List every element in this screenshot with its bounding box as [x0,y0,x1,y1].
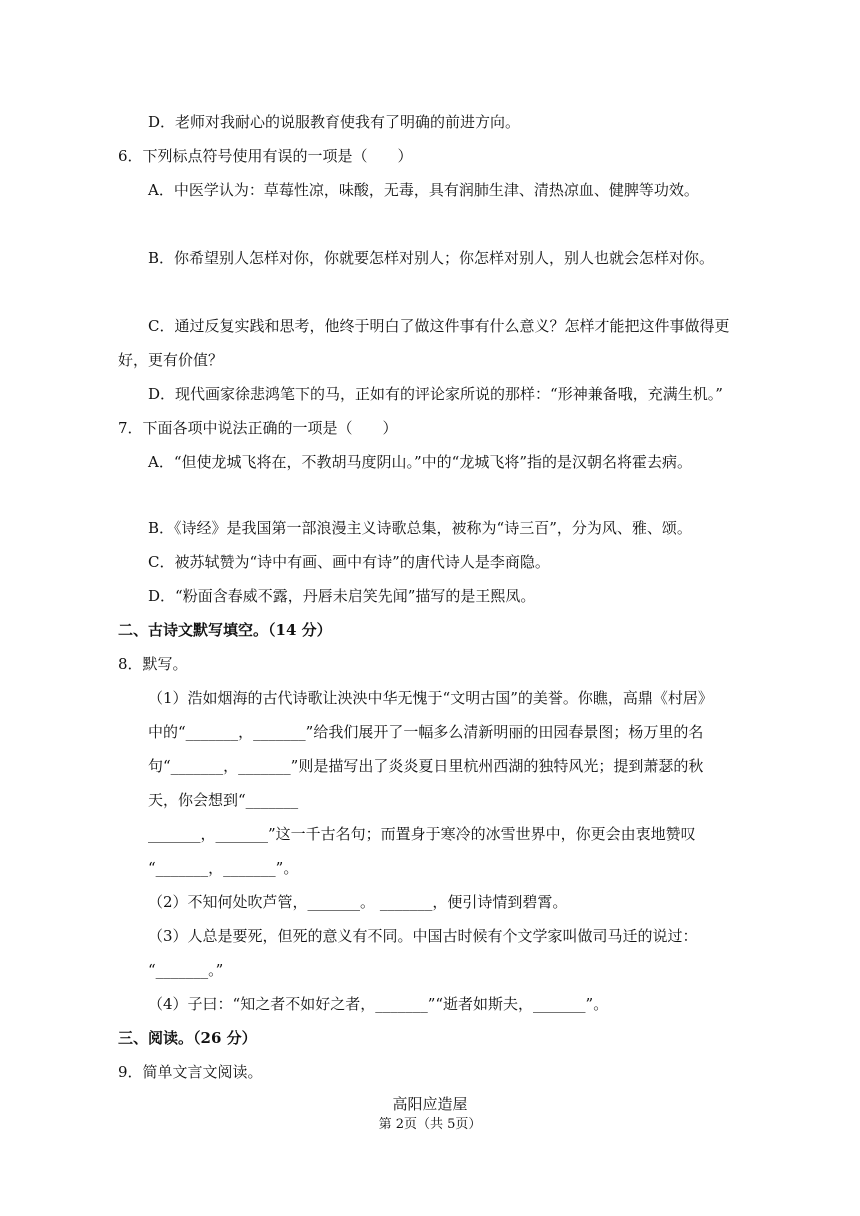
section-3-heading: 三、阅读。（26 分） [118,1029,257,1047]
footer-name: 高阳应造屋 [392,1095,468,1113]
q5-option-d: D．老师对我耐心的说服教育使我有了明确的前进方向。 [148,113,521,131]
q8-part1-line4: 天，你会想到“_______ [148,791,299,809]
q6-option-d: D．现代画家徐悲鸿笔下的马，正如有的评论家所说的那样：“形神兼备哦，充满生机。” [148,385,723,403]
q9-stem: 9．简单文言文阅读。 [118,1063,263,1081]
footer-page-number: 第 2页（共 5页） [378,1117,482,1132]
q8-part1-line2: 中的“_______，_______”给我们展开了一幅多么清新明丽的田园春景图；杨万里的名 [148,723,704,741]
q8-stem: 8．默写。 [118,655,188,673]
q6-option-a: A．中医学认为：草莓性凉，味酸，无毒，具有润肺生津、清热凉血、健脾等功效。 [148,181,699,199]
q8-part4: （4）子曰：“知之者不如好之者，_______”“逝者如斯夫，_______”。 [148,995,609,1013]
q7-option-a: A．“但使龙城飞将在，不教胡马度阴山。”中的“龙城飞将”指的是汉朝名将霍去病。 [148,453,693,471]
q7-option-c: C．被苏轼赞为“诗中有画、画中有诗”的唐代诗人是李商隐。 [148,553,550,571]
section-2-heading: 二、古诗文默写填空。（14 分） [118,621,332,639]
q8-part3-line2: “_______。” [148,961,224,979]
q6-stem: 6．下列标点符号使用有误的一项是（ ） [118,147,413,165]
q7-stem: 7．下面各项中说法正确的一项是（ ） [118,419,398,437]
q8-part1-line6: “_______，_______”。 [148,859,299,877]
q7-option-d: D．“粉面含春威不露，丹唇未启笑先闻”描写的是王熙凤。 [148,587,536,605]
q7-option-b: B．《诗经》是我国第一部浪漫主义诗歌总集，被称为“诗三百”，分为风、雅、颂。 [148,519,692,537]
q8-part2: （2）不知何处吹芦管，_______。 _______，便引诗情到碧霄。 [148,893,568,911]
q8-part1-line5: _______，_______”这一千古名句；而置身于寒冷的冰雪世界中，你更会由衷地赞叹 [148,825,696,843]
q6-option-b: B．你希望别人怎样对你，你就要怎样对别人；你怎样对别人，别人也就会怎样对你。 [148,249,715,267]
q8-part1-line1: （1）浩如烟海的古代诗歌让泱泱中华无愧于“文明古国”的美誉。你瞧，高鼎《村居》 [148,689,713,707]
q8-part1-line3: 句“_______，_______”则是描写出了炎炎夏日里杭州西湖的独特风光；提到萧瑟的秋 [148,757,704,775]
q6-option-c-line2: 好，更有价值？ [118,351,224,369]
q6-option-c-line1: C．通过反复实践和思考，他终于明白了做这件事有什么意义？怎样才能把这件事做得更 [148,317,730,335]
q8-part3-line1: （3）人总是要死，但死的意义有不同。中国古时候有个文学家叫做司马迁的说过： [148,927,698,945]
